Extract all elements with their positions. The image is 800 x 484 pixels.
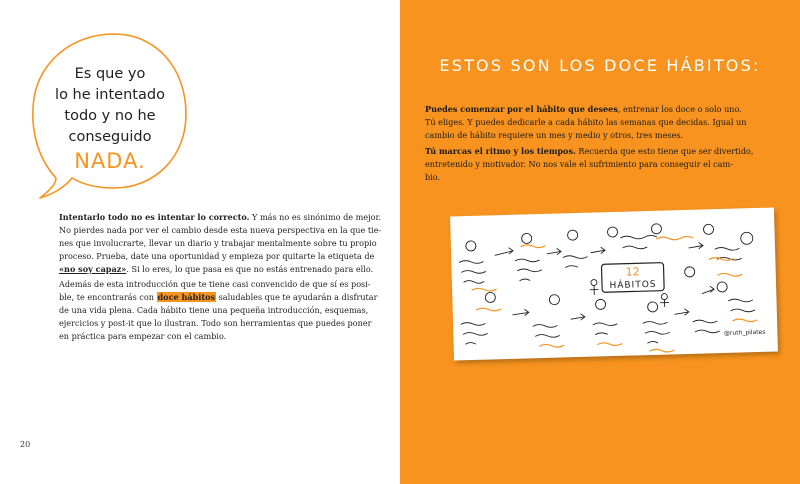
sketch-paper (450, 208, 778, 361)
sketch-scribble (621, 235, 657, 249)
sketch-arrow (547, 248, 561, 254)
sketch-scribble (643, 321, 670, 343)
bubble-line: conseguido (68, 129, 152, 145)
sketch-circle-mark (595, 299, 605, 309)
sketch-doodle (660, 299, 668, 306)
text-run: saludables que te ayudarán a disfrutar (216, 292, 378, 302)
text-run: ble, te encontrarás con (59, 292, 157, 302)
speech-bubble-text (44, 64, 176, 174)
sketch-circle-mark (648, 302, 658, 312)
speech-bubble (30, 28, 192, 200)
text-line (59, 263, 374, 276)
sketch-center-number: 12 (625, 265, 640, 279)
sketch-circle-mark (567, 230, 577, 240)
sketch-doodle (661, 294, 667, 300)
text-line: ejercicios y post-it que lo ilustran. Todo son herramientas que puedes poner (59, 318, 372, 328)
sketch-circle-mark (485, 292, 495, 302)
sketch-orange-scribble (733, 319, 757, 323)
sketch-scribble (533, 324, 559, 338)
bold-lead: Intentarlo todo no es intentar lo correcto. (59, 212, 250, 222)
highlighted-phrase: doce hábitos (157, 292, 216, 302)
sketch-orange-scribble (598, 342, 622, 346)
right-paragraph-2 (425, 145, 775, 184)
bold-lead: Puedes comenzar por el hábito que desees (425, 104, 618, 114)
sketch-orange-scribble (477, 308, 501, 312)
text-line: entretenido y motivador. No nos vale el sufrimiento para conseguir el cam- (425, 159, 733, 169)
left-paragraph-1 (59, 211, 382, 276)
bubble-line: todo y no he (64, 108, 156, 124)
sketch-arrow (689, 243, 703, 249)
sketch-circle-mark (466, 241, 476, 251)
sketch-circle-mark (651, 224, 661, 234)
bold-lead: Tú marcas el ritmo y los tiempos. (425, 146, 576, 156)
text-line: en práctica para empezar con el cambio. (59, 331, 227, 341)
right-page-title: ESTOS SON LOS DOCE HÁBITOS: (439, 56, 761, 75)
sketch-orange-scribble (718, 273, 742, 277)
text-run: Y más no es sinónimo de mejor. (249, 212, 382, 222)
text-line: Además de esta introducción que te tiene casi convencido de que sí es posi- (59, 279, 371, 289)
sketch-orange-scribble (472, 288, 496, 292)
left-paragraph-2 (59, 278, 378, 343)
bubble-emphasis: NADA. (74, 149, 146, 173)
text-line (59, 291, 378, 304)
habits-sketch-card (452, 212, 776, 356)
sketch-circle-mark (607, 227, 617, 237)
sketch-arrow (702, 286, 714, 293)
bold-underlined-phrase: «no soy capaz» (59, 264, 127, 274)
bubble-line: Es que yo (74, 66, 146, 82)
sketch-orange-scribble (540, 344, 564, 348)
sketch-circle-mark (685, 267, 695, 277)
sketch-arrow (571, 314, 585, 320)
sketch-circle-mark (522, 233, 532, 243)
habits-sketch (450, 208, 778, 361)
sketch-orange-scribble (521, 244, 545, 248)
sketch-center-label: HÁBITOS (609, 279, 657, 292)
sketch-orange-scribble (650, 349, 674, 353)
text-line: No pierdes nada por ver el cambio desde esta nueva perspectiva en la que tie- (59, 225, 382, 235)
text-line: nes que involucrarte, llevar un diario y trabajar mentalmente sobre tu propio (59, 238, 377, 248)
sketch-arrow (513, 309, 529, 315)
sketch-scribble (728, 299, 754, 313)
sketch-arrow (495, 248, 513, 255)
text-line (425, 145, 775, 158)
sketch-circle-mark (717, 282, 727, 292)
sketch-scribble (693, 320, 719, 334)
text-line: bio. (425, 172, 441, 182)
text-run: Recuerda que esto tiene que ser divertido, (575, 146, 754, 156)
sketch-doodle (590, 285, 598, 294)
sketch-signature: @ruth_pilates (723, 328, 766, 337)
right-paragraph-1 (425, 103, 775, 142)
text-run: , entrenar los doce o solo uno. (617, 104, 742, 114)
text-line: cambio de hábito requiere un mes y medio y otros, tres meses. (425, 130, 684, 140)
sketch-orange-scribble (657, 236, 693, 240)
text-line: proceso. Prueba, date una oportunidad y empieza por quitarte la etiqueta de (59, 251, 375, 261)
sketch-arrow (675, 309, 689, 315)
page-number: 20 (20, 440, 31, 449)
sketch-circle-mark (549, 295, 559, 305)
sketch-sun-mark (741, 232, 753, 244)
sketch-scribble (563, 255, 587, 267)
sketch-circle-mark (703, 224, 713, 234)
sketch-scribble (515, 259, 542, 281)
text-line: Tú eliges. Y puedes dedicarle a cada hábito las semanas que decidas. Igual un (425, 117, 747, 127)
bubble-line: lo he intentado (55, 87, 165, 103)
sketch-arrow (591, 247, 605, 253)
sketch-doodle (591, 279, 597, 285)
text-line (59, 211, 382, 224)
text-line (425, 103, 775, 116)
sketch-scribble (593, 322, 617, 334)
text-run: . Si lo eres, lo que pasa es que no estás entrenado para ello. (126, 264, 374, 274)
sketch-scribble (459, 260, 486, 284)
text-line: de una vida plena. Cada hábito tiene una pequeña introducción, esquemas, (59, 305, 369, 315)
sketch-scribble (461, 322, 488, 344)
